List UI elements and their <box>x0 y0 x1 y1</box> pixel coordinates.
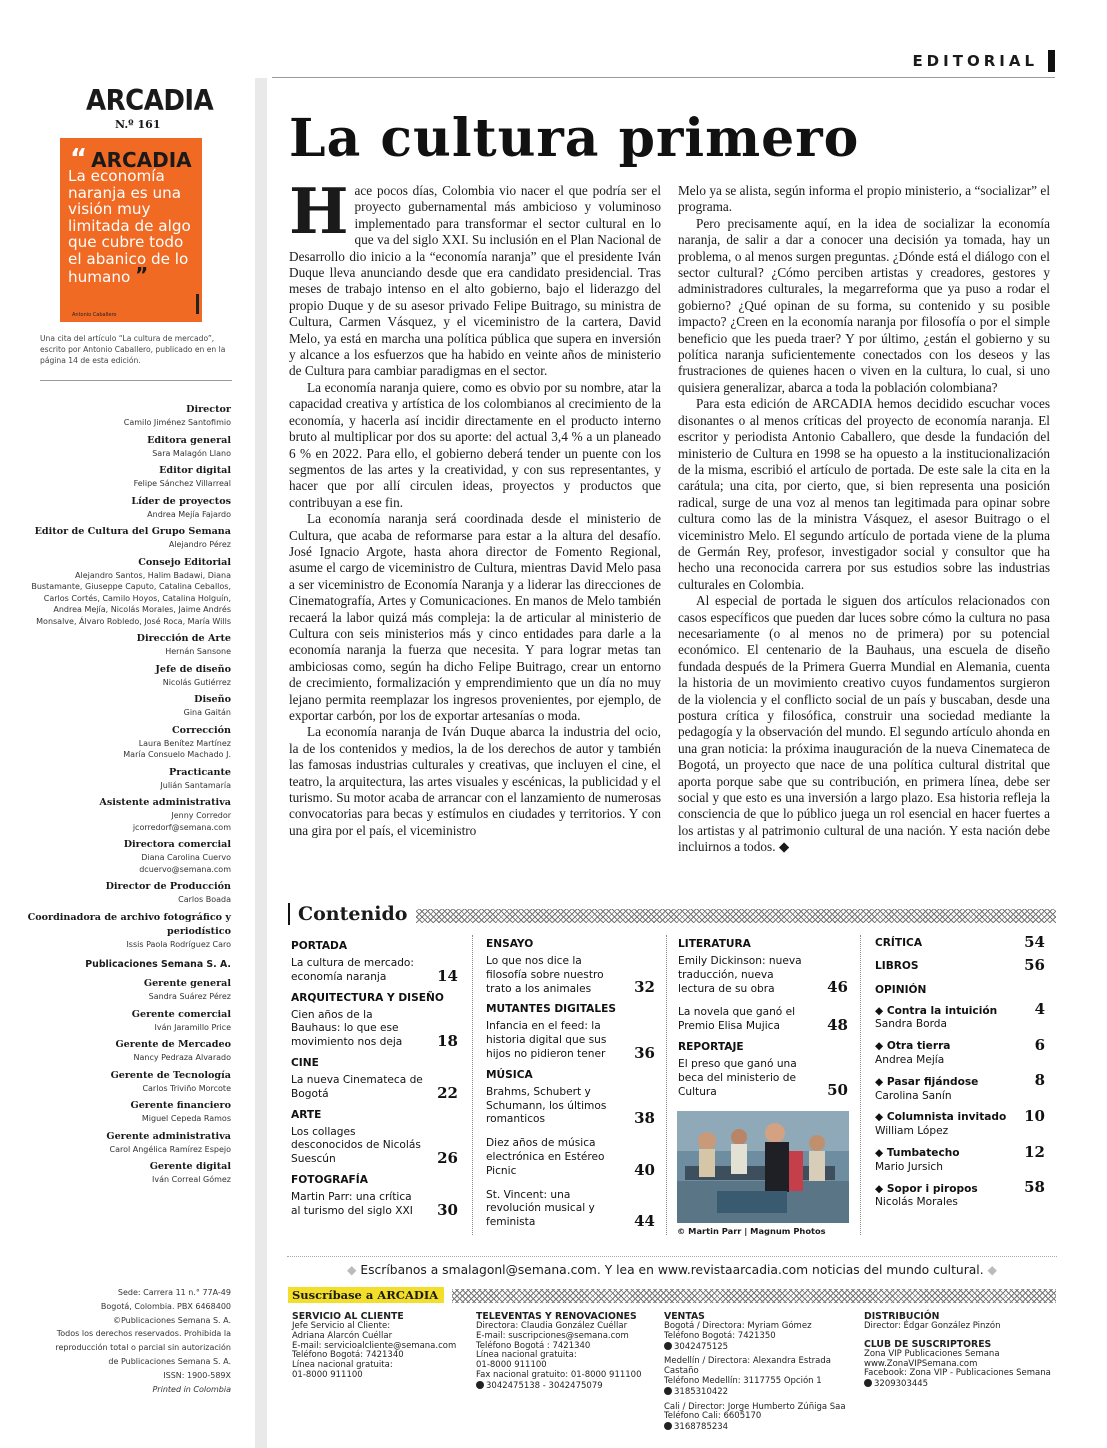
footer-line: Jefe Servicio al Cliente: <box>292 1321 391 1331</box>
opinion-item <box>875 1106 1045 1139</box>
address-line: ©Publicaciones Semana S. A. <box>112 1315 231 1325</box>
article-paragraph: La economía naranja quiere, como es obvio por su nombre, atar la capacidad creativa y artística de los colombianos al crecimiento de la economía, y hacerla así incidir directamente en el producto interno bruto al multiplicar por dos su aporte: del actual 3,4 % a un planeado 6 % en 2022. Para ello, el gobierno deberá tender un puente con los segmentos de las artes y la creatividad, y con sus representantes, y hacer que por allí circulen ideas, proyectos y productos que contribuyan a ese fin. <box>289 379 661 510</box>
page-number: 46 <box>827 978 848 997</box>
contents-section: MUTANTES DIGITALES <box>486 1003 616 1016</box>
quote-open-icon: “ <box>70 144 88 174</box>
photo-credit: © Martin Parr | Magnum Photos <box>677 1226 826 1236</box>
credit-role: Gerente financiero <box>130 1100 231 1111</box>
page-number: 26 <box>437 1148 458 1167</box>
footer-line: Línea nacional gratuita: <box>476 1350 577 1361</box>
whatsapp-icon <box>664 1422 672 1430</box>
credit-name: Sandra Suárez Pérez <box>148 992 231 1001</box>
footer-line: 01-8000 911100 <box>476 1360 547 1371</box>
contents-heading: Contenido <box>288 903 407 925</box>
credit-name: Bustamante, Giuseppe Caputo, Catalina Ceballos, <box>31 582 231 591</box>
quote-close-icon: ” <box>135 263 149 287</box>
address-line: Todos los derechos reservados. Prohibida la <box>56 1329 231 1339</box>
page-number: 18 <box>437 1031 458 1050</box>
credit-name: Carlos Triviño Morcote <box>142 1083 231 1093</box>
contents-section: LIBROS <box>875 959 919 972</box>
footer-line: Teléfono Medellín: 3117755 Opción 1 <box>664 1375 822 1386</box>
footer-line: Zona VIP Publicaciones Semana <box>864 1348 1000 1359</box>
contents-section: OPINIÓN <box>875 983 927 996</box>
contents-column-2 <box>486 937 655 1230</box>
footer-line: Bogotá / Directora: Myriam Gómez <box>664 1321 812 1331</box>
credit-name: María Consuelo Machado J. <box>123 750 231 759</box>
whatsapp-icon <box>476 1381 484 1389</box>
header-rule <box>272 77 1055 78</box>
credit-role: Editor digital <box>159 465 231 476</box>
contents-item-title: La nueva Cinemateca de Bogotá <box>291 1073 423 1100</box>
opinion-item <box>875 1035 1045 1068</box>
credit-name: Diana Carolina Cuervo <box>141 853 231 862</box>
footer-line: Línea nacional gratuita: <box>292 1360 393 1371</box>
contents-item <box>486 1189 655 1230</box>
article-paragraph: La economía naranja de Iván Duque abarca la industria del ocio, la de los contenidos y medios, la de los derechos de autor y también las famosas industrias culturales y creativas, que incluyen el cine, el teatro, la arquitectura, las artes visuales y escénicas, la publicidad y el turismo. Su motor acaba de arrancar con el lanzamiento de numerosas convocatorias para becas y estímulos en ciudades y territorios. Y con una gira por el país, el viceministro <box>289 724 661 838</box>
footer-line: Fax nacional gratuito: 01-8000 911100 <box>476 1369 642 1380</box>
opinion-item <box>875 1071 1045 1104</box>
address-line: de Publicaciones Semana S. A. <box>108 1356 231 1366</box>
page-number: 12 <box>1024 1142 1045 1161</box>
subscribe-label: Suscríbase a ARCADIA <box>288 1287 444 1303</box>
page-number: 36 <box>634 1043 655 1062</box>
contents-section: REPORTAJE <box>678 1040 744 1053</box>
footer-line: Facebook: Zona VIP - Publicaciones Semana <box>864 1368 1051 1379</box>
contents-column-3 <box>678 937 848 1099</box>
diamond-icon: ◆ <box>987 1263 998 1277</box>
contents-section: ARQUITECTURA Y DISEÑO <box>291 991 444 1004</box>
contents-item-title: Cien años de la Bauhaus: lo que ese movimiento nos deja <box>291 1008 403 1049</box>
footer-line: E-mail: servicioalcliente@semana.com <box>292 1340 457 1351</box>
sidebar-divider <box>255 78 267 1448</box>
contents-item <box>486 955 655 996</box>
contents-section: PORTADA <box>291 940 348 952</box>
opinion-title: ◆ Otra tierra <box>875 1040 951 1053</box>
cover-author: Antonio Caballero <box>72 312 117 318</box>
footer-televentas: TELEVENTAS Y RENOVACIONES Directora: Claudia González Cuéllar E-mail: suscripciones@semana.com Teléfono Bogotá : 7421340 Línea nacional gratuita: 01-8000 911100 Fax nacional gratuito: 01-8000 911100 3042475138 - 3042475079 <box>476 1311 656 1392</box>
credit-name: Andrea Mejía, Nicolás Morales, Jaime Andrés <box>53 605 231 614</box>
opinion-title: ◆ Contra la intuición <box>875 1004 998 1017</box>
page-number: 48 <box>827 1015 848 1034</box>
page-number: 58 <box>1024 1178 1045 1197</box>
cover-logo: “ ARCADIA <box>70 144 192 174</box>
credit-name: Nicolás Gutiérrez <box>162 677 231 687</box>
contents-divider <box>472 935 474 1235</box>
contents-item-title: Los collages desconocidos de Nicolás Suescún <box>291 1125 421 1166</box>
page-number: 6 <box>1034 1035 1045 1054</box>
footer-line: 01-8000 911100 <box>292 1369 363 1380</box>
contents-item-title: Lo que nos dice la filosofía sobre nuestro trato a los animales <box>486 955 604 995</box>
contents-item <box>875 932 1045 951</box>
credit-role: Editor de Cultura del Grupo Semana <box>34 526 231 537</box>
drop-cap: H <box>289 174 349 248</box>
contents-item-title: Martin Parr: una crítica al turismo del siglo XXI <box>291 1190 413 1217</box>
contents-divider <box>666 935 668 1235</box>
credit-role: Gerente de Mercadeo <box>115 1039 231 1050</box>
credit-role: Jefe de diseño <box>155 663 231 675</box>
credit-role: Consejo Editorial <box>138 556 231 568</box>
contents-divider <box>860 935 862 1235</box>
footer-line: Teléfono Bogotá: 7421340 <box>292 1350 404 1361</box>
contents-item <box>291 957 458 985</box>
credit-role: Gerente de Tecnología <box>110 1069 231 1081</box>
credit-role: Director <box>186 404 231 415</box>
opinion-author: Sandra Borda <box>875 1018 948 1031</box>
contents-column-4 <box>875 932 1045 1210</box>
footer-line: Director: Édgar González Pinzón <box>864 1321 1001 1331</box>
credit-role: Gerente general <box>143 978 231 989</box>
cover-quote: La economía naranja es una visión muy limitada de algo que cubre todo el abanico de lo humano ” <box>68 167 191 287</box>
credit-name: Alejandro Santos, Halim Badawi, Diana <box>75 570 231 580</box>
masthead-credits <box>10 398 231 1186</box>
contents-hatch-bar <box>416 909 1056 923</box>
page-number: 22 <box>437 1083 458 1102</box>
opinion-item <box>875 1178 1045 1211</box>
credit-role: Directora comercial <box>123 839 231 850</box>
contents-item <box>678 1058 848 1099</box>
whatsapp-icon <box>664 1342 672 1350</box>
footer-line: Adriana Alarcón Cuéllar <box>292 1330 393 1341</box>
address-line: Bogotá, Colombia. PBX 6468400 <box>100 1301 231 1311</box>
credit-role: Gerente administrativa <box>106 1130 231 1142</box>
subscribe-hatch-bar <box>452 1289 1056 1303</box>
contents-item-title: El preso que ganó una beca del ministerio de Cultura <box>678 1057 797 1098</box>
write-us-line: ◆ Escríbanos a smalagonl@semana.com. Y lea en www.revistaarcadia.com noticias del mundo cultural. ◆ <box>287 1256 1057 1277</box>
footer-line: Teléfono Bogotá : 7421340 <box>476 1340 591 1351</box>
opinion-title: ◆ Pasar fijándose <box>875 1075 979 1088</box>
credit-role: Dirección de Arte <box>136 633 231 644</box>
credit-name: Miguel Cepeda Ramos <box>141 1114 231 1123</box>
credit-name: Sara Malagón Llano <box>152 448 231 458</box>
contents-item <box>291 1009 458 1050</box>
page-number: 44 <box>634 1211 655 1230</box>
credit-name: Camilo Jiménez Santofimio <box>123 418 231 427</box>
martin-parr-photo <box>677 1111 849 1223</box>
contents-section: MÚSICA <box>486 1068 533 1081</box>
whatsapp-icon <box>864 1379 872 1387</box>
publisher-name: Publicaciones Semana S. A. <box>85 959 231 970</box>
article-title: La cultura primero <box>289 108 860 169</box>
contents-section: CINE <box>291 1056 319 1069</box>
article-paragraph: Melo ya se alista, según informa el propio ministerio, a “socializar” el programa. <box>678 183 1050 215</box>
article-paragraph: La economía naranja será coordinada desde el ministerio de Cultura, que acaba de reformarse para estar a la altura del desafío. José Ignacio Argote, hasta ahora director de Fomento Regional, asume el cargo de viceministro de Cultura, mientras David Melo pasa a ser viceministro de Economía Naranja y a liderar las direcciones de Cinematografía, Artes y Comunicaciones. En manos de Melo también recaerá la labor quizá más compleja: la de articular al ministerio de Cultura con seis ministerios más y cinco entidades para darle a la economía naranja la fuerza que necesita. Y para lograr metas tan ambiciosas como, según ha dicho Felipe Buitrago, crear un entorno de crecimiento, formalización y emprendimiento que un día no muy lejano permita reemplazar los ingresos provenientes, por ejemplo, de exportar carbón, por los de exportar artesanías o moda. <box>289 511 661 723</box>
contents-item-title: La cultura de mercado: economía naranja <box>291 957 414 983</box>
contents-column-1 <box>291 939 458 1219</box>
contents-item <box>678 1006 848 1034</box>
credit-name: Iván Jaramillo Price <box>154 1022 231 1032</box>
article-paragraph: Pero precisamente aquí, en la idea de socializar la economía naranja, de salir a dar a conocer una decisión ya tomada, hay un problema, o al menos surgen preguntas. ¿Dónde está el diálogo con el sector cultural? ¿Cómo perciben artistas y creadores, gestores y administradores culturales, la megarreforma que ya puso a rodar el gobierno? ¿Qué opinan de su forma, su contenido y su posible impacto? ¿Creen en la economía naranja por filosofía o por el simple beneficio que les pueda traer? Y por último, ¿están el gobierno y su política naranja suficientemente conectados con los deseos y las frustraciones de quienes hacen o viven en la cultura, lo cual, si uno quisiera generalizar, abarca a toda la población colombiana? <box>678 215 1050 395</box>
credit-name: Alejandro Pérez <box>168 540 231 549</box>
opinion-author: Andrea Mejía <box>875 1053 945 1066</box>
credit-name: Nancy Pedraza Alvarado <box>133 1053 231 1062</box>
page-number: 54 <box>1024 932 1045 951</box>
credit-role: Gerente comercial <box>131 1008 231 1020</box>
opinion-title: ◆ Tumbatecho <box>875 1146 960 1159</box>
contents-item <box>486 1020 655 1061</box>
contents-item <box>486 1137 655 1178</box>
whatsapp-icon <box>664 1387 672 1395</box>
diamond-icon: ◆ <box>346 1263 357 1277</box>
footer-line: Teléfono Cali: 6605170 <box>664 1411 762 1422</box>
footer-servicio: SERVICIO AL CLIENTE Jefe Servicio al Cliente: Adriana Alarcón Cuéllar E-mail: servicioalcliente@semana.com Teléfono Bogotá: 7421340 Línea nacional gratuita: 01-8000 911100 <box>292 1311 470 1381</box>
page-number: 38 <box>634 1109 655 1128</box>
magazine-logo: ARCADIA <box>86 84 214 118</box>
article-paragraph: Para esta edición de ARCADIA hemos decidido escuchar voces disonantes o al menos críticas del proyecto de economía naranja. El escritor y periodista Antonio Caballero, que desde la fundación del ministerio de Cultura en 1998 se ha opuesto a la institucionalización de la misma, escribió el artículo de portada. De este sale la cita en la carátula; una cita, por cierto, que, si bien representa una posición radical, surge de una voz al menos tan legitimada para opinar sobre cultura como las de la ministra Vásquez, el asesor Buitrago o el viceministro Melo. El segundo artículo de portada viene de la pluma de Germán Rey, profesor, investigador social y consultor que ha hecho una reconocida carrera por sus estudios sobre las industrias culturales en Colombia. <box>678 396 1050 592</box>
masthead-address <box>10 1286 231 1396</box>
section-label: EDITORIAL <box>912 50 1055 72</box>
credit-role: Líder de proyectos <box>131 495 231 507</box>
credit-role: Gerente digital <box>149 1161 231 1172</box>
printed-in: Printed in Colombia <box>152 1384 231 1394</box>
opinion-title: ◆ Columnista invitado <box>875 1111 1007 1124</box>
contents-section: LITERATURA <box>678 938 751 950</box>
article-column-2 <box>678 183 1050 856</box>
contents-section: ARTE <box>291 1108 322 1121</box>
footer-distribucion: DISTRIBUCIÓN Director: Édgar González Pinzón CLUB DE SUSCRIPTORES Zona VIP Publicaciones Semana www.ZonaVIPSemana.com Facebook: Zona VIP - Publicaciones Semana 3209303445 <box>864 1311 1064 1390</box>
page-number: 8 <box>1034 1071 1045 1090</box>
page-number: 30 <box>437 1200 458 1219</box>
credit-name: Jenny Corredor <box>171 811 231 820</box>
credit-name: Iván Correal Gómez <box>152 1175 231 1184</box>
contents-item-title: Brahms, Schubert y Schumann, los últimos romanticos <box>486 1085 607 1126</box>
credit-role: Diseño <box>194 694 231 705</box>
credit-name: Monsalve, Álvaro Robledo, José Roca, María Wills <box>36 616 231 626</box>
article-column-1 <box>289 174 661 839</box>
credit-name: jcorredorf@semana.com <box>132 822 231 832</box>
footer-line: Directora: Claudia González Cuéllar <box>476 1321 628 1331</box>
credit-role: Asistente administrativa <box>99 797 231 808</box>
footer-line: Cali / Director: Jorge Humberto Zúñiga Saa <box>664 1401 846 1412</box>
issue-number: N.º 161 <box>115 118 161 131</box>
opinion-item <box>875 1142 1045 1175</box>
contents-item-title: La novela que ganó el Premio Elisa Mujica <box>678 1006 796 1033</box>
credit-name: Andrea Mejía Fajardo <box>147 509 231 519</box>
article-paragraph: Hace pocos días, Colombia vio nacer el que podría ser el proyecto gubernamental más ambicioso y voluminoso implementado para transformar el sector cultural en lo que va del siglo XXI. Su inclusión en el Plan Nacional de Desarrollo dio inicio a la “economía naranja” que el presidente Iván Duque lleva anunciando desde que era candidato presidencial. Tras meses de trabajo intenso en el alto gobierno, bajo el liderazgo del propio Duque y de su asesor privado Felipe Buitrago, su ministra de Cultura, Carmen Vásquez, y el viceministro de la cartera, David Melo, ya está en marcha una política pública que supera en inversión y alcance a los esfuerzos que ha habido en veinte años de ministerio de Cultura para cambiar paradigmas en el sector. <box>289 174 661 379</box>
credit-name: Issis Paola Rodríguez Caro <box>126 939 231 949</box>
footer-line: E-mail: suscripciones@semana.com <box>476 1330 629 1341</box>
footer-line: Teléfono Bogotá: 7421350 <box>664 1330 776 1341</box>
address-line: ISSN: 1900-589X <box>163 1370 231 1380</box>
credit-role: Coordinadora de archivo fotográfico y periodístico <box>27 911 231 937</box>
address-line: reproducción total o parcial sin autorización <box>55 1343 231 1353</box>
page-number: 50 <box>827 1081 848 1100</box>
opinion-author: Carolina Sanín <box>875 1089 952 1102</box>
contents-section: CRÍTICA <box>875 937 923 949</box>
footer-line: www.ZonaVIPSemana.com <box>864 1358 978 1369</box>
credit-role: Director de Producción <box>105 881 231 892</box>
credit-role: Practicante <box>169 766 231 778</box>
footer-line: Medellín / Directora: Alexandra Estrada Castaño <box>664 1356 831 1377</box>
contents-item <box>875 955 1045 974</box>
caption-rule <box>40 380 232 381</box>
opinion-title: ◆ Sopor i piropos <box>875 1182 978 1195</box>
contents-item <box>486 1086 655 1127</box>
contents-section: ENSAYO <box>486 938 534 950</box>
credit-name: Julián Santamaría <box>160 780 231 790</box>
cover-thumbnail <box>60 138 202 322</box>
credit-role: Editora general <box>147 434 231 446</box>
contents-item <box>291 1126 458 1167</box>
page-number: 10 <box>1024 1106 1045 1125</box>
contents-item-title: St. Vincent: una revolución musical y feminista <box>486 1188 595 1229</box>
page-number: 56 <box>1024 955 1045 974</box>
page-number: 40 <box>634 1160 655 1179</box>
cover-barcode <box>196 294 199 314</box>
credit-name: Felipe Sánchez Villarreal <box>133 479 231 488</box>
contents-item <box>291 1074 458 1102</box>
cover-caption: Una cita del artículo “La cultura de mercado”, escrito por Antonio Caballero, publicado en en la página 14 de esta edición. <box>40 334 226 365</box>
opinion-item <box>875 1000 1045 1033</box>
page-number: 4 <box>1034 1000 1045 1019</box>
contents-item-title: Emily Dickinson: nueva traducción, nueva lectura de su obra <box>678 955 802 995</box>
contents-section: FOTOGRAFÍA <box>291 1173 368 1186</box>
article-paragraph: Al especial de portada le siguen dos artículos relacionados con casos específicos que pueden dar luces sobre cómo la cultura no pasa necesariamente (o al menos no de primera) por su potencial económico. El centenario de la Bauhaus, una escuela de diseño fundada después de la Primera Guerra Mundial en Alemania, cuenta la historia de un movimiento creativo cuyos fundamentos surgieron de la violencia y el conflicto social de un país y buscaban, desde una postura crítica y filosófica, construir una sociedad mediante la pedagogía y la observación del mundo. El segundo artículo ahonda en una gran noticia: la próxima inauguración de la nueva Cinemateca de Bogotá, un proyecto que nace de una política cultural distrital que aporta porque sabe que su contribución, en primera línea, debe ser social y que esto es una inversión a largo plazo. Esa historia refleja la consciencia de que lo público juega un rol esencial en hacer fuertes a los artistas y al patrimonio cultural de una nación. Y esta nación debe incluirnos a todos. ◆ <box>678 593 1050 855</box>
credit-name: Gina Gaitán <box>183 708 231 717</box>
credit-name: Carol Angélica Ramírez Espejo <box>109 1144 231 1154</box>
opinion-author: William López <box>875 1125 949 1138</box>
footer-ventas: VENTAS Bogotá / Directora: Myriam Gómez Teléfono Bogotá: 7421350 3042475125 Medellín / Directora: Alexandra Estrada Castaño Teléfono Medellín: 3117755 Opción 1 3185310422 Cali / Director: Jorge Humberto Zúñiga Saa Teléfono Cali: 6605170 3168785234 <box>664 1311 862 1433</box>
contents-item-title: Infancia en el feed: la historia digital que sus hijos no pidieron tener <box>486 1020 607 1060</box>
opinion-author: Mario Jursich <box>875 1160 943 1173</box>
contents-item-title: Diez años de música electrónica en Estéreo Picnic <box>486 1137 605 1177</box>
credit-role: Corrección <box>172 724 231 736</box>
opinion-author: Nicolás Morales <box>875 1196 958 1209</box>
credit-name: Laura Benítez Martínez <box>138 738 231 748</box>
credit-name: Carlos Boada <box>178 895 231 904</box>
credit-name: Carlos Cortés, Camilo Hoyos, Catalina Holguín, <box>43 593 231 603</box>
contents-item <box>291 1191 458 1219</box>
address-line: Sede: Carrera 11 n.° 77A-49 <box>117 1288 231 1297</box>
contents-item <box>678 955 848 996</box>
credit-name: Hernán Sansone <box>165 647 231 656</box>
credit-name: dcuervo@semana.com <box>139 864 231 874</box>
page-number: 32 <box>634 978 655 997</box>
page-number: 14 <box>437 966 458 985</box>
